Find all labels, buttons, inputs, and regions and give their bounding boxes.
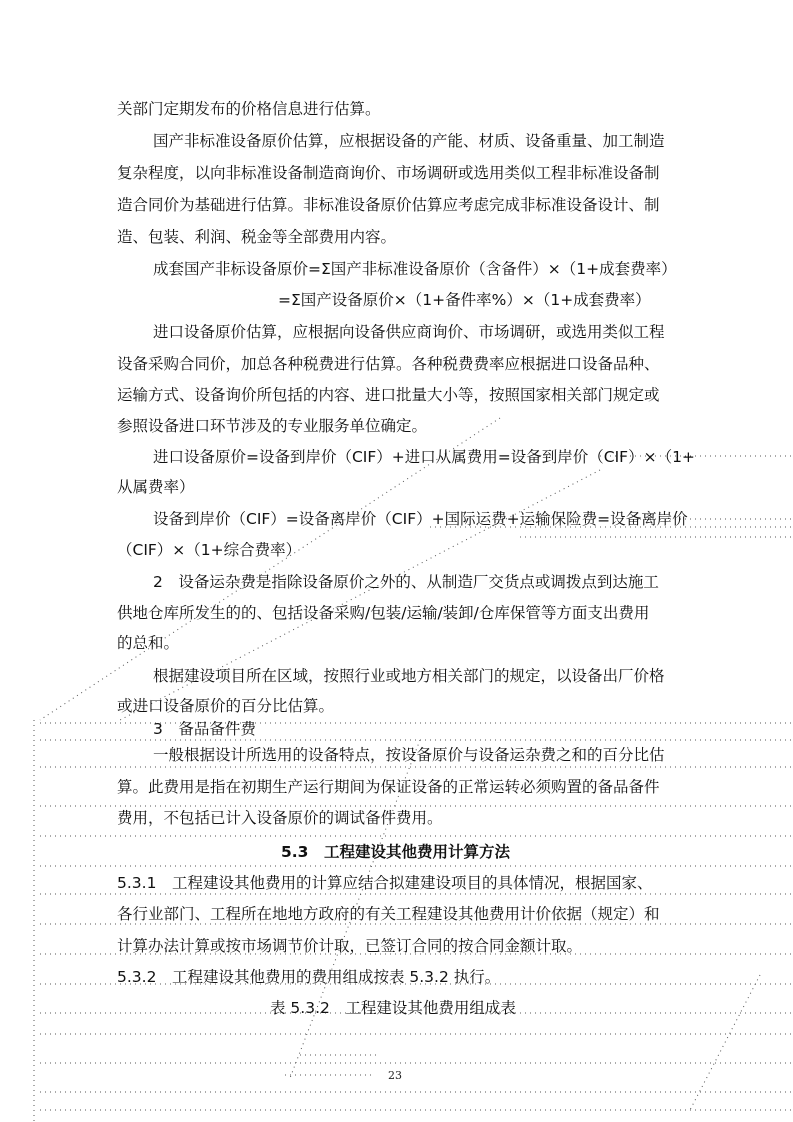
text-line: 国产非标准设备原价估算，应根据设备的产能、材质、设备重量、加工制造 — [153, 132, 665, 150]
text-line: 一般根据设计所选用的设备特点，按设备原价与设备运杂费之和的百分比估 — [153, 746, 665, 764]
formula-line: （CIF）×（1+综合费率） — [117, 541, 302, 559]
text-line: 供地仓库所发生的的、包括设备采购/包装/运输/装卸/仓库保管等方面支出费用 — [117, 604, 650, 622]
text-line: 的总和。 — [117, 634, 180, 652]
text-line: 复杂程度，以向非标准设备制造商询价、市场调研或选用类似工程非标准设备制 — [117, 164, 660, 182]
subsection-heading: 3 备品备件费 — [153, 720, 256, 738]
text-line: 进口设备原价估算，应根据向设备供应商询价、市场调研，或选用类似工程 — [153, 323, 665, 341]
text-line: 造、包装、利润、税金等全部费用内容。 — [117, 228, 397, 246]
text-line: 2 设备运杂费是指除设备原价之外的、从制造厂交货点或调拨点到达施工 — [153, 573, 659, 591]
page-number: 23 — [388, 1069, 402, 1082]
formula-line: =Σ国产设备原价×（1+备件率%）×（1+成套费率） — [278, 291, 651, 309]
text-line: 费用，不包括已计入设备原价的调试备件费用。 — [117, 809, 443, 827]
text-line: 造合同价为基础进行估算。非标准设备原价估算应考虑完成非标准设备设计、制 — [117, 196, 660, 214]
section-heading: 5.3 工程建设其他费用计算方法 — [281, 843, 510, 861]
text-line: 参照设备进口环节涉及的专业服务单位确定。 — [117, 417, 428, 435]
text-line: 运输方式、设备询价所包括的内容、进口批量大小等，按照国家相关部门规定或 — [117, 386, 660, 404]
formula-line: 进口设备原价=设备到岸价（CIF）+进口从属费用=设备到岸价（CIF）×（1+ — [153, 448, 695, 466]
text-line: 算。此费用是指在初期生产运行期间为保证设备的正常运转必须购置的备品备件 — [117, 778, 660, 796]
formula-line: 从属费率） — [117, 478, 195, 496]
formula-line: 成套国产非标设备原价=Σ国产非标准设备原价（含备件）×（1+成套费率） — [153, 260, 677, 278]
table-caption: 表 5.3.2 工程建设其他费用组成表 — [270, 999, 516, 1017]
text-line: 设备采购合同价，加总各种税费进行估算。各种税费费率应根据进口设备品种、 — [117, 355, 660, 373]
text-line: 根据建设项目所在区域，按照行业或地方相关部门的规定，以设备出厂价格 — [153, 667, 665, 685]
text-line: 各行业部门、工程所在地地方政府的有关工程建设其他费用计价依据（规定）和 — [117, 905, 660, 923]
text-line: 关部门定期发布的价格信息进行估算。 — [117, 100, 381, 118]
formula-line: 设备到岸价（CIF）=设备离岸价（CIF）+国际运费+运输保险费=设备离岸价 — [153, 510, 688, 528]
clause-line: 5.3.2 工程建设其他费用的费用组成按表 5.3.2 执行。 — [117, 968, 501, 986]
clause-line: 5.3.1 工程建设其他费用的计算应结合拟建建设项目的具体情况，根据国家、 — [117, 874, 653, 892]
text-line: 或进口设备原价的百分比估算。 — [117, 697, 335, 715]
text-line: 计算办法计算或按市场调节价计取，已签订合同的按合同金额计取。 — [117, 937, 583, 955]
